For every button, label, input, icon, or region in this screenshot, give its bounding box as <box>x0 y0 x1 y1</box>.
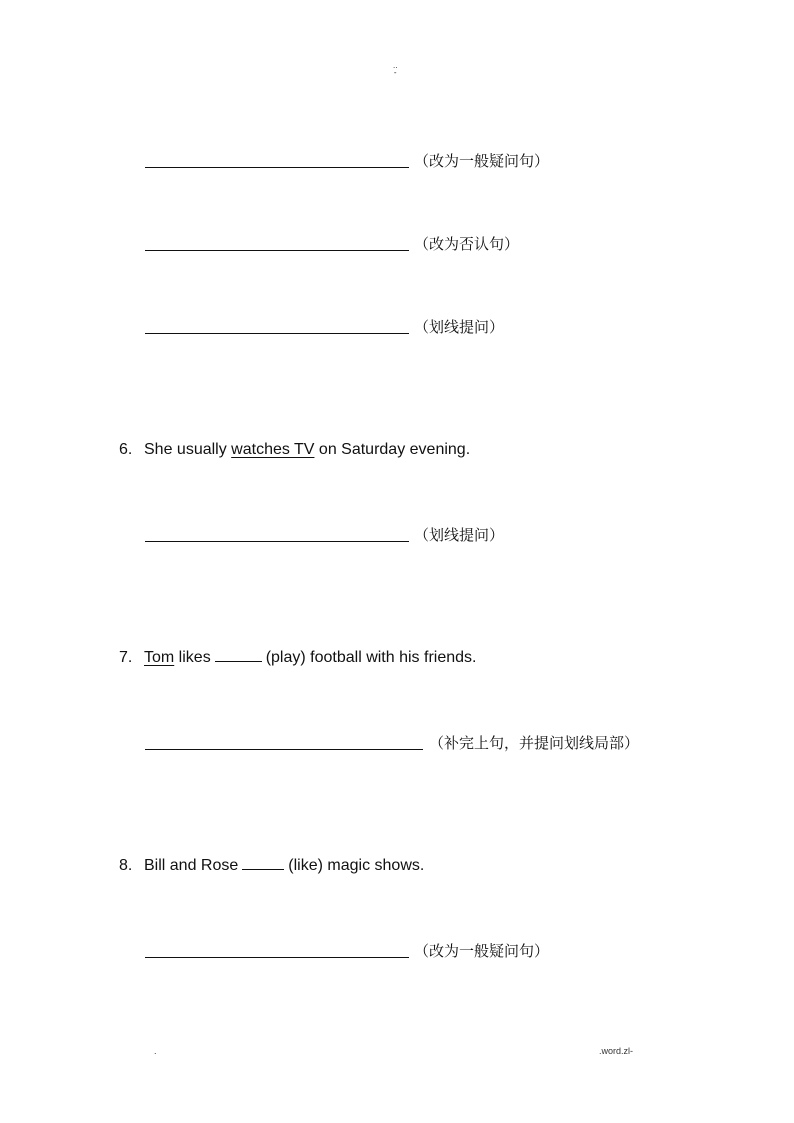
footer-right-mark: .word.zl- <box>599 1046 634 1056</box>
question-7 <box>119 649 476 667</box>
question-text-mid: likes <box>174 649 211 666</box>
question-text-post: on Saturday evening. <box>314 441 471 458</box>
footer-left-mark: . <box>154 1046 157 1056</box>
answer-line-q7[interactable] <box>145 749 423 750</box>
answer-note-q8: （改为一般疑问句） <box>414 942 550 960</box>
verb-hint: (like) <box>288 857 323 874</box>
question-text-post: football with his friends. <box>310 649 477 666</box>
answer-note-3: （划线提问） <box>414 318 505 336</box>
underlined-phrase: Tom <box>144 649 175 666</box>
answer-line-q6[interactable] <box>145 541 409 542</box>
header-mark-bottom: - <box>393 68 397 77</box>
question-number: 6. <box>119 441 133 458</box>
answer-line-1[interactable] <box>145 167 409 168</box>
answer-note-2: （改为否认句） <box>414 235 520 253</box>
fill-blank[interactable] <box>215 649 262 662</box>
question-number: 8. <box>119 857 133 874</box>
answer-line-q8[interactable] <box>145 957 409 958</box>
answer-line-2[interactable] <box>145 250 409 251</box>
answer-note-q6: （划线提问） <box>414 526 505 544</box>
header-mark <box>393 62 397 76</box>
question-6 <box>119 441 470 459</box>
verb-hint: (play) <box>265 649 306 666</box>
answer-note-1: （改为一般疑问句） <box>414 152 550 170</box>
question-text-post: magic shows. <box>327 857 425 874</box>
question-text-pre: She usually <box>144 441 232 458</box>
question-number: 7. <box>119 649 133 666</box>
fill-blank[interactable] <box>242 857 284 870</box>
answer-note-q7: （补完上句，并提问划线局部） <box>429 734 640 752</box>
question-8 <box>119 857 424 875</box>
answer-line-3[interactable] <box>145 333 409 334</box>
header-mark-top: .. <box>393 61 398 70</box>
underlined-phrase: watches TV <box>231 441 315 458</box>
question-text-pre: Bill and Rose <box>144 857 239 874</box>
